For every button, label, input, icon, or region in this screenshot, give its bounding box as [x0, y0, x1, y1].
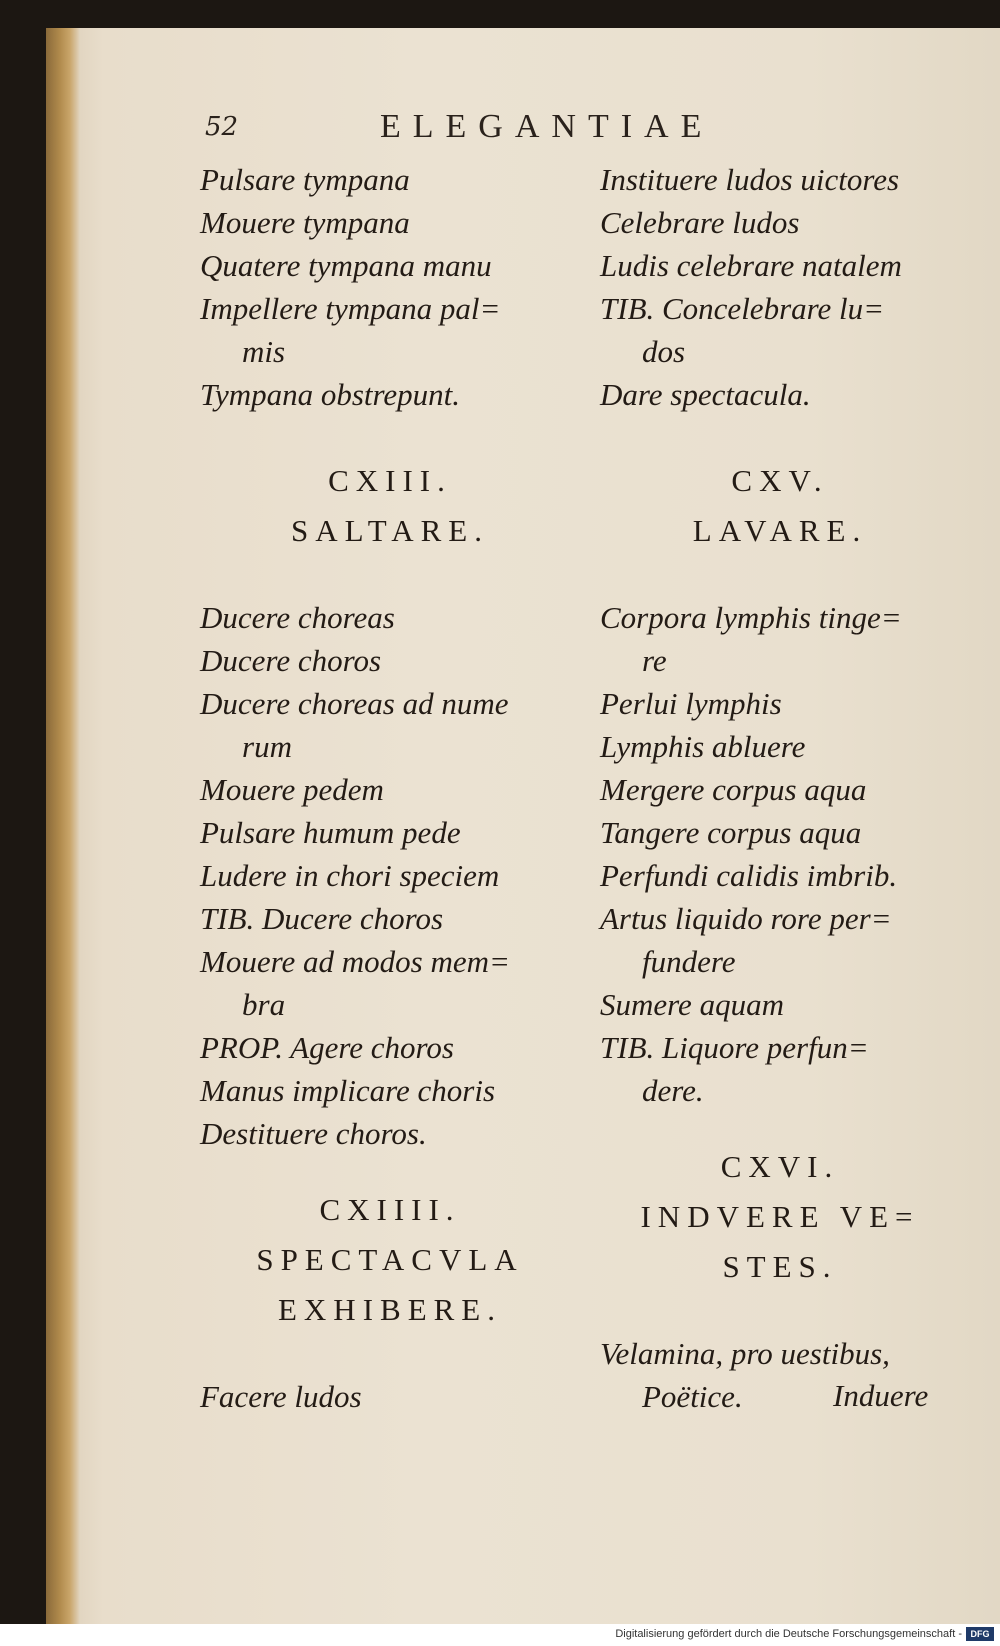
- text-line: Tangere corpus aqua: [600, 815, 862, 850]
- text-line: TIB. Concelebrare lu=: [600, 291, 885, 326]
- section-title-spectacula: SPECTACVLA: [256, 1242, 524, 1277]
- text-line: Sumere aquam: [600, 987, 784, 1022]
- text-line: dos: [642, 334, 686, 369]
- running-head: ELEGANTIAE: [380, 108, 714, 145]
- text-line: Facere ludos: [200, 1379, 362, 1414]
- text-line: Dare spectacula.: [600, 377, 811, 412]
- right-column: [600, 158, 960, 1418]
- text-line: Quatere tympana manu: [200, 248, 492, 283]
- text-line: Poëtice.: [642, 1379, 743, 1414]
- text-line: bra: [242, 987, 286, 1022]
- text-line: Ducere choreas: [200, 600, 395, 635]
- section-number-cxiii: CXIII.: [328, 463, 452, 498]
- left-block-2: [200, 596, 580, 1155]
- text-line: Manus implicare choris: [200, 1073, 496, 1108]
- right-block-2: [600, 596, 960, 1112]
- section-title-exhibere: EXHIBERE.: [277, 1292, 502, 1327]
- text-line: TIB. Ducere choros: [200, 901, 444, 936]
- left-block-1: [200, 158, 580, 416]
- book-spine-edge: [46, 28, 80, 1624]
- dfg-logo: DFG: [966, 1627, 994, 1641]
- left-column: [200, 158, 580, 1418]
- text-line: Impellere tympana pal=: [200, 291, 501, 326]
- text-line: TIB. Liquore perfun=: [600, 1030, 869, 1065]
- section-title-stes: STES.: [722, 1249, 838, 1284]
- text-line: fundere: [642, 944, 736, 979]
- catchword: Induere: [833, 1378, 929, 1413]
- text-line: Velamina, pro uestibus,: [600, 1336, 890, 1371]
- text-line: Corpora lymphis tinge=: [600, 600, 902, 635]
- text-line: Celebrare ludos: [600, 205, 800, 240]
- left-block-3: [200, 1375, 580, 1418]
- text-line: Ludis celebrare natalem: [600, 248, 902, 283]
- footer-credit: Digitalisierung gefördert durch die Deutsche Forschungsgemeinschaft -: [615, 1628, 962, 1640]
- text-line: Perfundi calidis imbrib.: [600, 858, 898, 893]
- text-line: mis: [242, 334, 286, 369]
- section-title-induere-ve: INDVERE VE=: [640, 1199, 920, 1234]
- section-number-cxiiii: CXIIII.: [319, 1192, 461, 1227]
- section-number-cxvi: CXVI.: [720, 1149, 840, 1184]
- section-number-cxv: CXV.: [731, 463, 829, 498]
- text-line: dere.: [642, 1073, 704, 1108]
- text-line: Artus liquido rore per=: [600, 901, 892, 936]
- text-line: Mouere ad modos mem=: [200, 944, 510, 979]
- text-line: Instituere ludos uictores: [600, 162, 900, 197]
- text-line: Ludere in chori speciem: [200, 858, 500, 893]
- text-line: Ducere choros: [200, 643, 382, 678]
- footer-bar: [0, 1624, 1000, 1646]
- right-block-1: [600, 158, 960, 416]
- text-line: Mergere corpus aqua: [600, 772, 867, 807]
- page-number: 52: [205, 112, 239, 142]
- text-line: rum: [242, 729, 292, 764]
- text-line: Mouere tympana: [200, 205, 410, 240]
- section-title-saltare: SALTARE.: [291, 513, 489, 548]
- text-line: PROP. Agere choros: [200, 1030, 454, 1065]
- text-line: Tympana obstrepunt.: [200, 377, 461, 412]
- text-line: Ducere choreas ad nume: [200, 686, 509, 721]
- text-line: re: [642, 643, 667, 678]
- text-line: Mouere pedem: [200, 772, 384, 807]
- text-line: Pulsare tympana: [200, 162, 410, 197]
- section-title-lavare: LAVARE.: [692, 513, 868, 548]
- text-line: Lymphis abluere: [600, 729, 806, 764]
- text-line: Perlui lymphis: [600, 686, 782, 721]
- text-line: Destituere choros.: [200, 1116, 427, 1151]
- text-line: Pulsare humum pede: [200, 815, 461, 850]
